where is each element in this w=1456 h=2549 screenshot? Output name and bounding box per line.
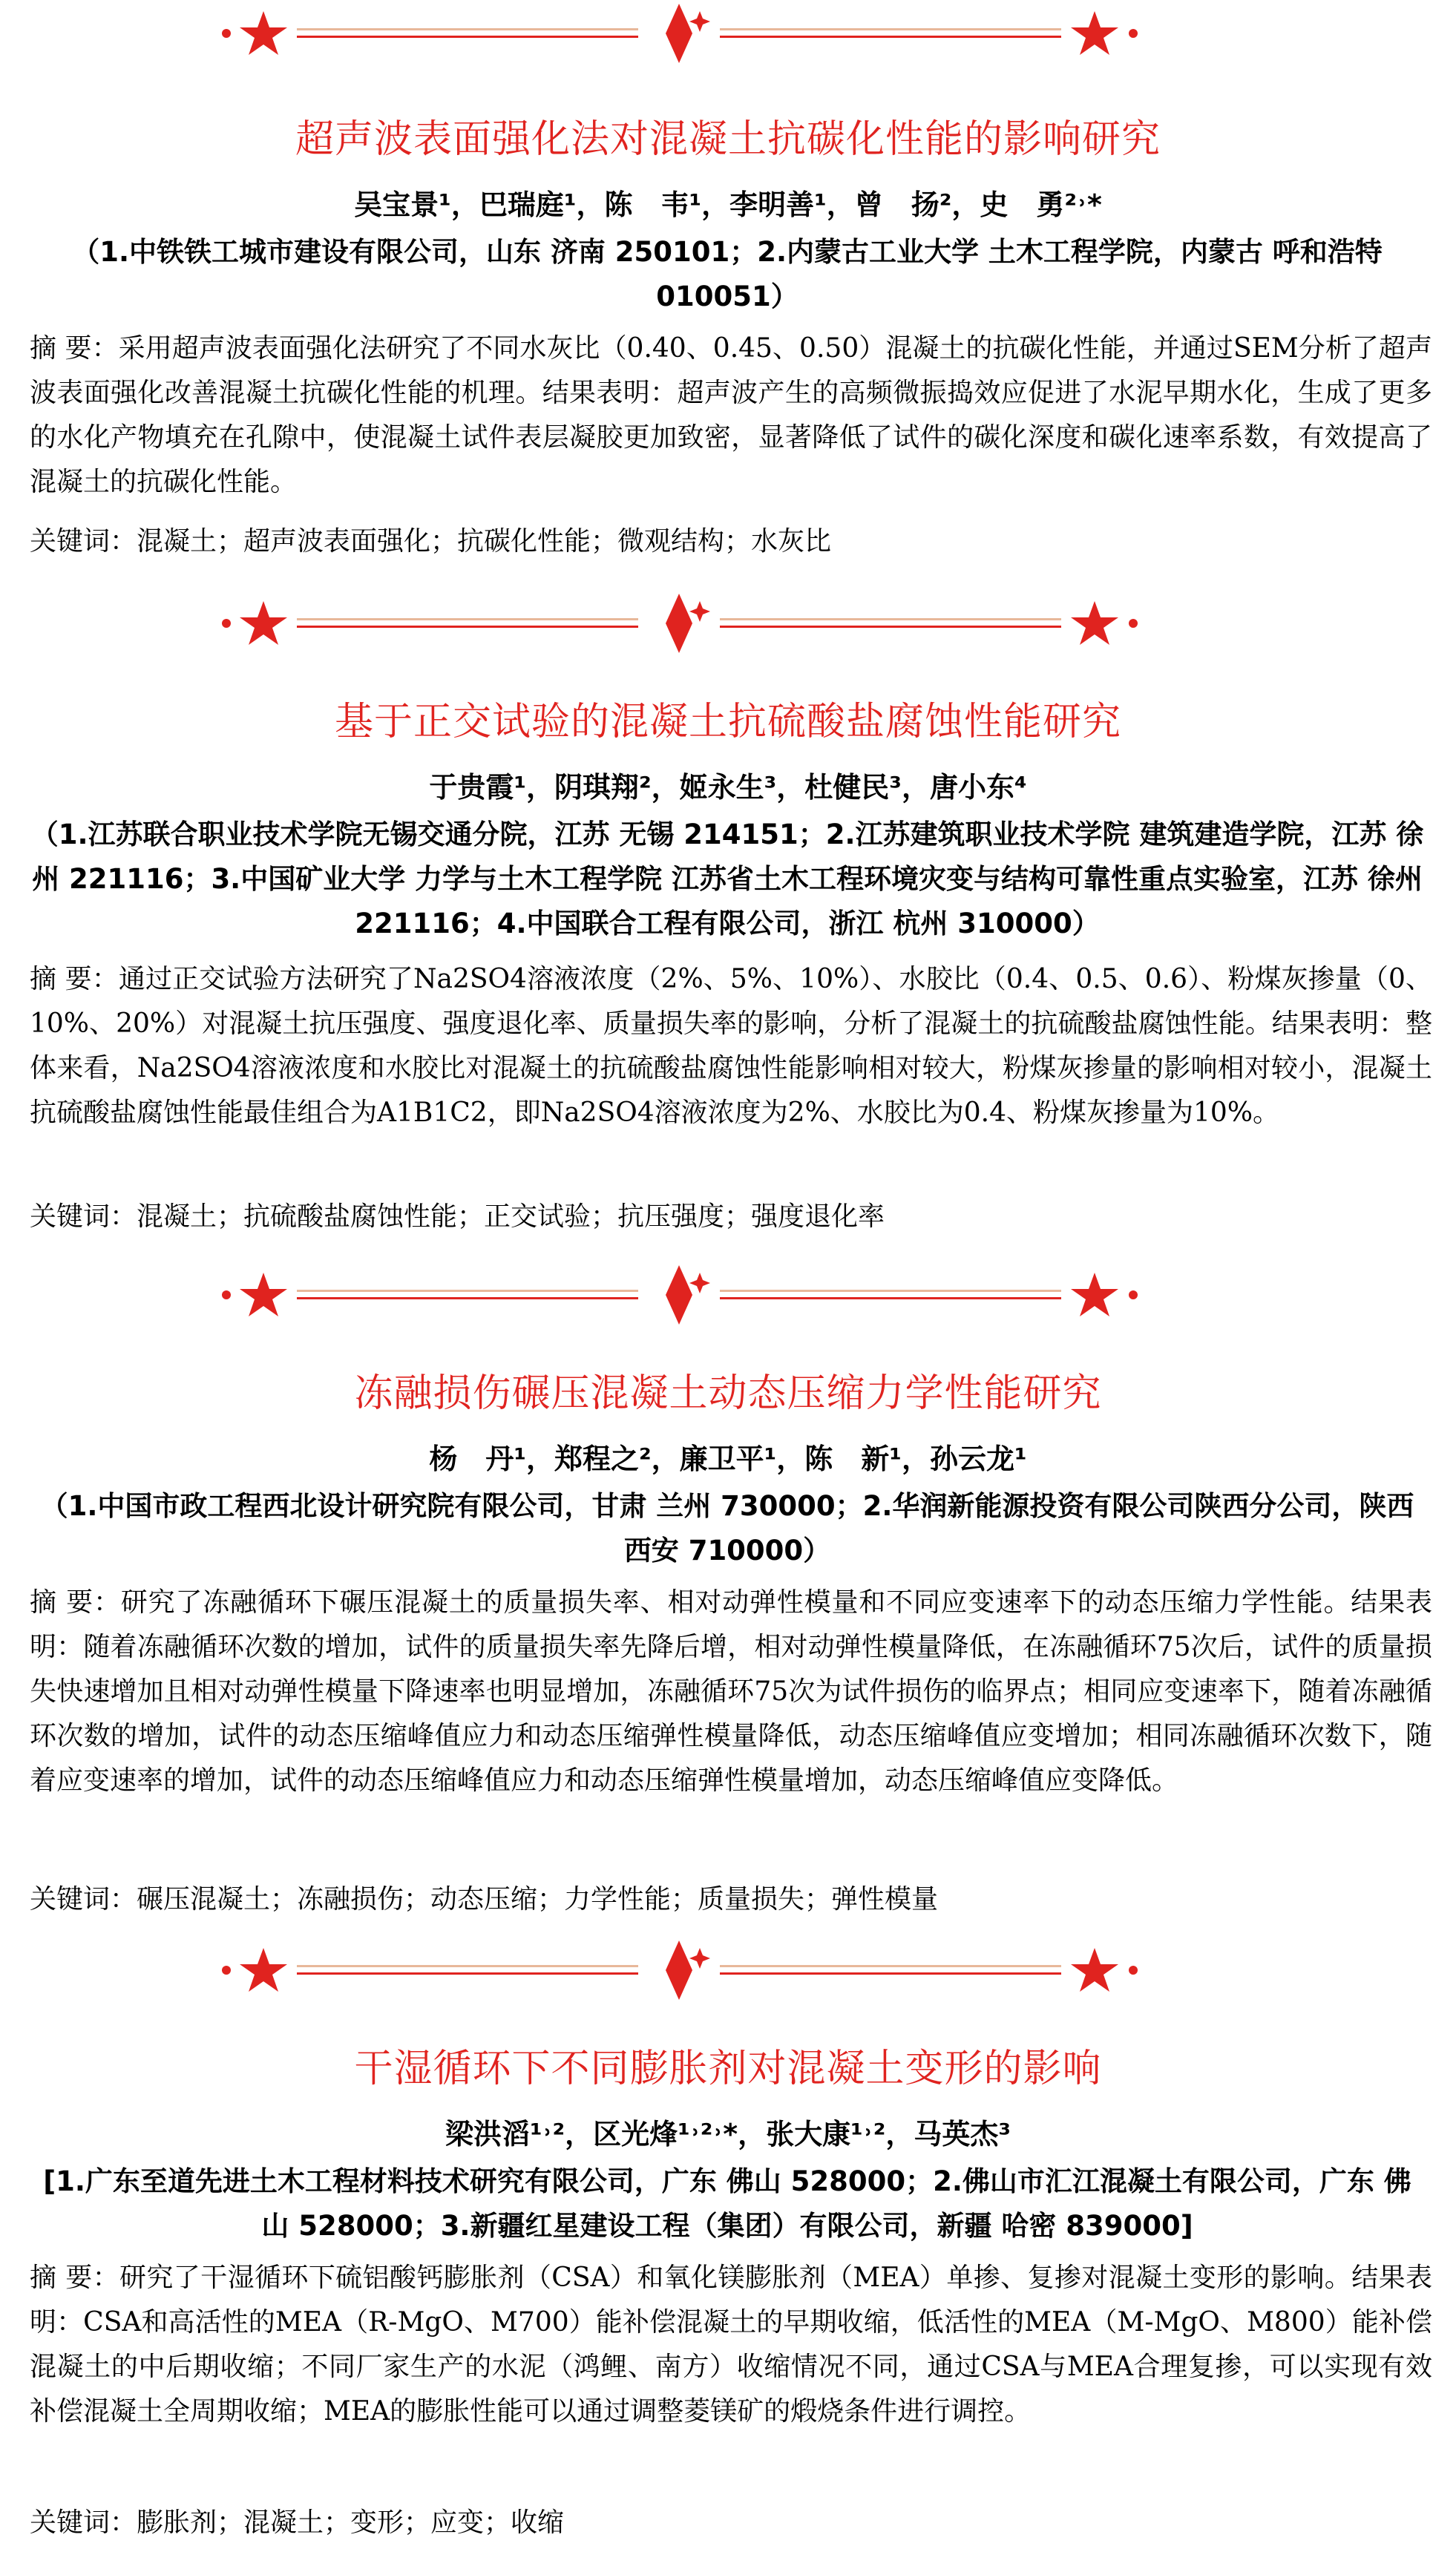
- article-2-keywords-text: 混凝土；抗硫酸盐腐蚀性能；正交试验；抗压强度；强度退化率: [137, 1201, 885, 1232]
- article-3-authors: 杨 丹¹，郑程之²，廉卫平¹，陈 新¹，孙云龙¹: [429, 1443, 1027, 1475]
- article-3-keywords-text: 碾压混凝土；冻融损伤；动态压缩；力学性能；质量损失；弹性模量: [137, 1884, 939, 1915]
- article-1-affiliation: （1.中铁铁工城市建设有限公司，山东 济南 250101；2.内蒙古工业大学 土木工程学院，内蒙古 呼和浩特 010051）: [72, 236, 1383, 312]
- article-2-authors: 于贵霞¹，阴琪翔²，姬永生³，杜健民³，唐小东⁴: [429, 771, 1027, 804]
- abstract-label: 摘 要：: [30, 1587, 121, 1618]
- keywords-label: 关键词：: [30, 1884, 137, 1915]
- article-3-keywords: [30, 1877, 1432, 1922]
- article-2-abstract: [30, 957, 1432, 1135]
- article-3-abstract: [30, 1581, 1432, 1803]
- decorative-divider-3: [197, 1262, 1161, 1328]
- article-4-authors: 梁洪滔¹˒²，区光烽¹˒²˒*，张大康¹˒²，马英杰³: [445, 2118, 1011, 2151]
- article-4-title: 干湿循环下不同膨胀剂对混凝土变形的影响: [354, 2047, 1102, 2091]
- article-3-title: 冻融损伤碾压混凝土动态压缩力学性能研究: [354, 1371, 1102, 1416]
- decorative-divider-1: [197, 0, 1161, 67]
- article-4-abstract-text: 研究了干湿循环下硫铝酸钙膨胀剂（CSA）和氧化镁膨胀剂（MEA）单掺、复掺对混凝土变形的影响。结果表明：CSA和高活性的MEA（R-MgO、M700）能补偿混凝土的早期收缩，低活性的MEA（M-MgO、M800）能补偿混凝土的中后期收缩；不同厂家生产的水泥（鸿鲤、南方）收缩情况不同，通过CSA与MEA合理复掺，可以实现有效补偿混凝土全周期收缩；MEA的膨胀性能可以通过调整菱镁矿的煅烧条件进行调控。: [30, 2263, 1432, 2427]
- abstract-label: 摘 要：: [30, 333, 119, 364]
- keywords-label: 关键词：: [30, 526, 137, 557]
- abstract-label: 摘 要：: [30, 2263, 120, 2293]
- divider-ornament: [222, 594, 1138, 653]
- article-1-abstract: [30, 327, 1432, 505]
- article-2-affiliation: （1.江苏联合职业技术学院无锡交通分院，江苏 无锡 214151；2.江苏建筑职业技术学院 建筑建造学院，江苏 徐州 221116；3.中国矿业大学 力学与土木工程学院 江苏省土木工程环境灾变与结构可靠性重点实验室，江苏 徐州 221116；4.中国联合工程有限公司，浙江 杭州 310000）: [30, 818, 1424, 939]
- divider-ornament: [222, 4, 1138, 63]
- keywords-label: 关键词：: [30, 1201, 137, 1232]
- divider-ornament: [222, 1265, 1138, 1325]
- decorative-divider-2: [197, 590, 1161, 657]
- article-4-abstract: [30, 2256, 1432, 2434]
- article-2-abstract-text: 通过正交试验方法研究了Na2SO4溶液浓度（2%、5%、10%）、水胶比（0.4、0.5、0.6）、粉煤灰掺量（0、10%、20%）对混凝土抗压强度、强度退化率、质量损失率的影响，分析了混凝土的抗硫酸盐腐蚀性能。结果表明：整体来看，Na2SO4溶液浓度和水胶比对混凝土的抗硫酸盐腐蚀性能影响相对较大，粉煤灰掺量的影响相对较小，混凝土抗硫酸盐腐蚀性能最佳组合为A1B1C2，即Na2SO4溶液浓度为2%、水胶比为0.4、粉煤灰掺量为10%。: [30, 964, 1432, 1128]
- article-1-keywords-text: 混凝土；超声波表面强化；抗碳化性能；微观结构；水灰比: [137, 526, 832, 557]
- keywords-label: 关键词：: [30, 2507, 137, 2538]
- divider-ornament: [222, 1941, 1138, 2000]
- article-1-authors: 吴宝景¹，巴瑞庭¹，陈 韦¹，李明善¹，曾 扬²，史 勇²˒*: [354, 188, 1102, 221]
- article-3-abstract-text: 研究了冻融循环下碾压混凝土的质量损失率、相对动弹性模量和不同应变速率下的动态压缩力学性能。结果表明：随着冻融循环次数的增加，试件的质量损失率先降后增，相对动弹性模量降低，在冻融循环75次后，试件的质量损失快速增加且相对动弹性模量下降速率也明显增加，冻融循环75次为试件损伤的临界点；相同应变速率下，随着冻融循环次数的增加，试件的动态压缩峰值应力和动态压缩弹性模量降低，动态压缩峰值应变增加；相同冻融循环次数下，随着应变速率的增加，试件的动态压缩峰值应力和动态压缩弹性模量增加，动态压缩峰值应变降低。: [30, 1587, 1432, 1796]
- article-4-keywords: [30, 2501, 1432, 2545]
- article-1-title: 超声波表面强化法对混凝土抗碳化性能的影响研究: [295, 117, 1161, 162]
- article-2-keywords: [30, 1195, 1432, 1239]
- article-4-keywords-text: 膨胀剂；混凝土；变形；应变；收缩: [137, 2507, 565, 2538]
- decorative-divider-4: [197, 1937, 1161, 2004]
- article-2-title: 基于正交试验的混凝土抗硫酸盐腐蚀性能研究: [334, 700, 1121, 744]
- article-4-affiliation: [1.广东至道先进土木工程材料技术研究有限公司，广东 佛山 528000；2.佛山市汇江混凝土有限公司，广东 佛山 528000；3.新疆红星建设工程（集团）有限公司，新疆 哈密 839000]: [43, 2165, 1411, 2242]
- article-3-affiliation: （1.中国市政工程西北设计研究院有限公司，甘肃 兰州 730000；2.华润新能源投资有限公司陕西分公司，陕西 西安 710000）: [40, 1490, 1414, 1567]
- article-1-keywords: [30, 519, 1432, 564]
- article-1-abstract-text: 采用超声波表面强化法研究了不同水灰比（0.40、0.45、0.50）混凝土的抗碳化性能，并通过SEM分析了超声波表面强化改善混凝土抗碳化性能的机理。结果表明：超声波产生的高频微振捣效应促进了水泥早期水化，生成了更多的水化产物填充在孔隙中，使混凝土试件表层凝胶更加致密，显著降低了试件的碳化深度和碳化速率系数，有效提高了混凝土的抗碳化性能。: [30, 333, 1432, 497]
- abstract-label: 摘 要：: [30, 964, 119, 994]
